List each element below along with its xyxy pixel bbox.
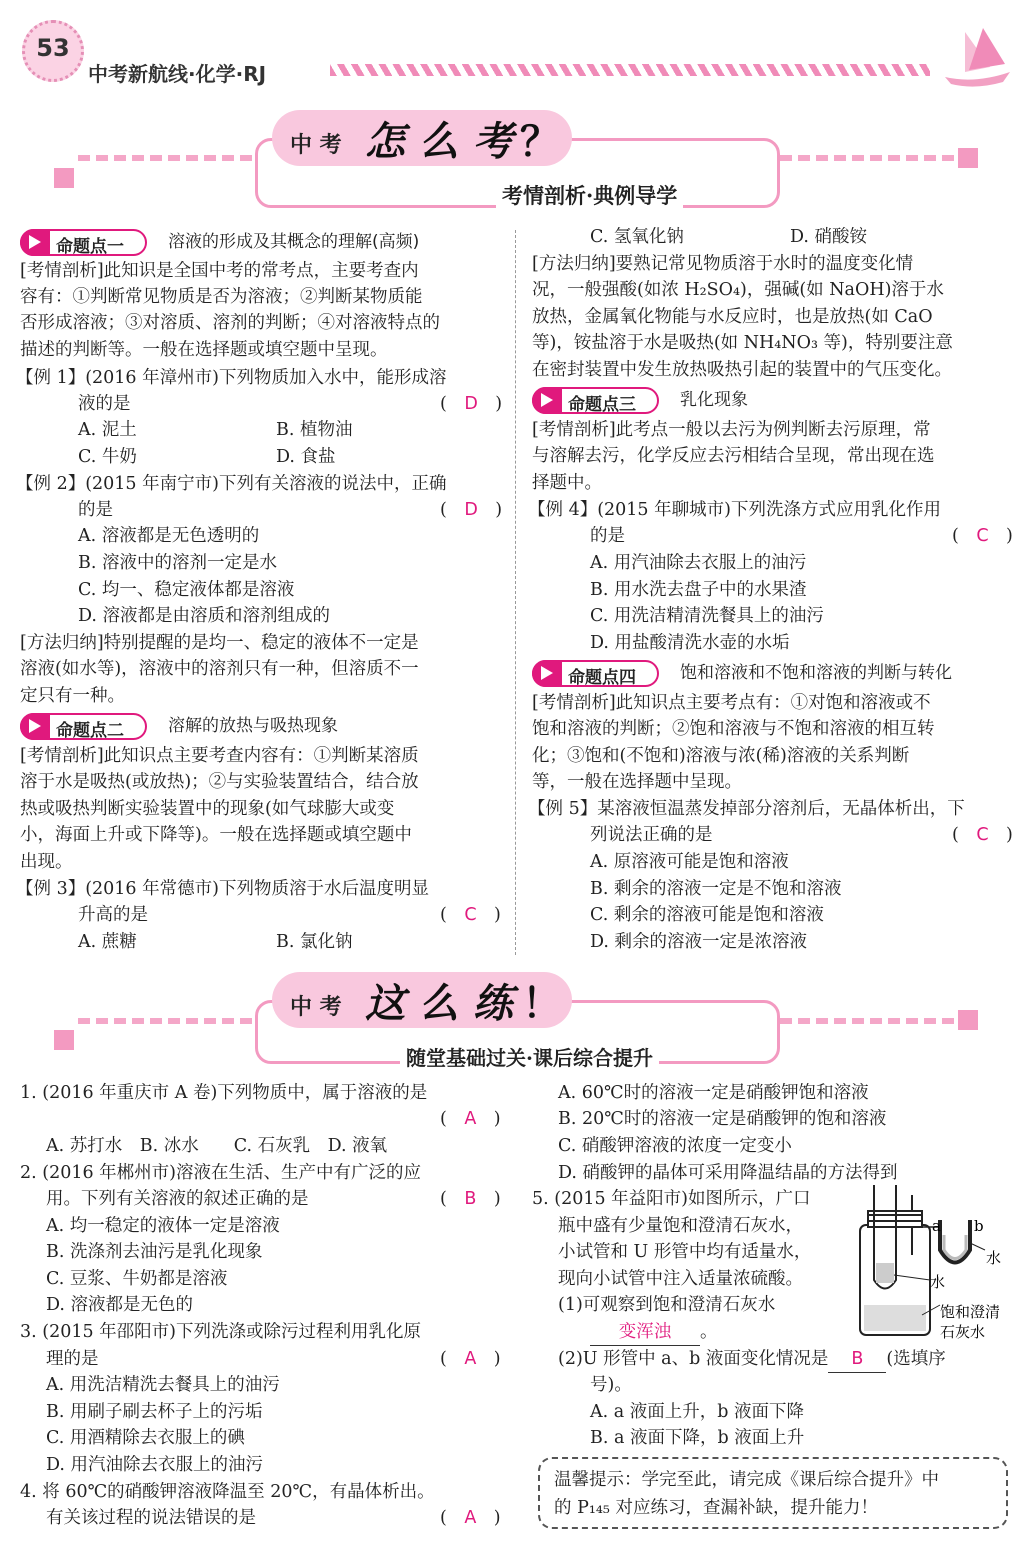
q5-sub1-end: 。 xyxy=(700,1322,718,1342)
ex5-stem: 【例 5】某溶液恒温蒸发掉部分溶剂后，无晶体析出，下 xyxy=(528,799,965,819)
ex5-option-c: C. 剩余的溶液可能是饱和溶液 xyxy=(590,905,824,925)
ff2-line: 况，一般强酸(如浓 H₂SO₄)，强碱(如 NaOH)溶于水 xyxy=(532,280,944,300)
banner1-title-small: 中 考 xyxy=(290,133,342,158)
point-1-title xyxy=(168,229,419,255)
ex5-option-a: A. 原溶液可能是饱和溶液 xyxy=(590,852,789,872)
kq1-line: 描述的判断等。一般在选择题或填空题中呈现。 xyxy=(20,340,388,360)
kq4-line: 饱和溶液的判断；②饱和溶液与不饱和溶液的相互转 xyxy=(532,719,935,739)
kq2-line: [考情剖析]此知识点主要考查内容有：①判断某溶质 xyxy=(20,746,419,766)
q4-stem: 4. 将 60℃的硝酸钾溶液降温至 20℃，有晶体析出。 xyxy=(20,1482,435,1502)
q3-option-d: D. 用汽油除去衣服上的油污 xyxy=(46,1455,264,1475)
fig-lime-1: 饱和澄清 xyxy=(940,1303,1001,1321)
ex2-option-d: D. 溶液都是由溶质和溶剂组成的 xyxy=(78,606,331,626)
column-divider xyxy=(515,230,516,955)
ex1-stem2: 液的是 xyxy=(78,394,131,414)
kq3-line: 与溶解去污，化学反应去污相结合呈现，常出现在选 xyxy=(532,446,935,466)
ex2-answer: ( D ) xyxy=(440,500,503,520)
ff1-line: 定只有一种。 xyxy=(20,686,125,706)
q5-sub2-text: (2)U 形管中 a、b 液面变化情况是 xyxy=(558,1349,829,1369)
banner1-square-right xyxy=(958,148,978,168)
q4-option-d: D. 硝酸钾的晶体可采用降温结晶的方法得到 xyxy=(558,1163,898,1183)
ex2-option-c: C. 均一、稳定液体都是溶液 xyxy=(78,580,295,600)
ex2-stem2: 的是 xyxy=(78,500,113,520)
ex1-answer: ( D ) xyxy=(440,394,503,414)
banner1-line-left xyxy=(78,155,258,161)
q2-stem: 2. (2016 年郴州市)溶液在生活、生产中有广泛的应 xyxy=(20,1163,422,1183)
q1-options: A. 苏打水 B. 冰水 C. 石灰乳 D. 液氧 xyxy=(46,1136,388,1156)
ex5-answer: ( C ) xyxy=(952,825,1013,845)
banner2-title-big: 这 么 练 xyxy=(365,980,513,1027)
ex5-stem2: 列说法正确的是 xyxy=(590,825,713,845)
q2-option-c: C. 豆浆、牛奶都是溶液 xyxy=(46,1269,228,1289)
q4-option-c: C. 硝酸钾溶液的浓度一定变小 xyxy=(558,1136,792,1156)
q5-sub2-line2: 号)。 xyxy=(590,1375,632,1395)
fig-label-b: b xyxy=(974,1217,984,1235)
ex4-option-a: A. 用汽油除去衣服上的油污 xyxy=(590,553,807,573)
banner1-title-big: 怎 么 考 xyxy=(365,118,513,165)
q4-option-a: A. 60℃时的溶液一定是硝酸钾饱和溶液 xyxy=(558,1083,869,1103)
q2-stem2: 用。下列有关溶液的叙述正确的是 xyxy=(46,1189,309,1209)
banner2-title-small: 中 考 xyxy=(290,995,342,1020)
q2-option-a: A. 均一稳定的液体一定是溶液 xyxy=(46,1216,280,1236)
point-1-title-text: 溶液的形成及其概念的理解 xyxy=(168,232,372,252)
banner2-square-right xyxy=(958,1010,978,1030)
q3-option-a: A. 用洗洁精洗去餐具上的油污 xyxy=(46,1375,280,1395)
fig-label-a: a xyxy=(932,1217,941,1235)
ex3-answer-value: C xyxy=(464,905,477,925)
ex1-option-a: A. 泥土 xyxy=(78,420,137,440)
q4-option-b: B. 20℃时的溶液一定是硝酸钾的饱和溶液 xyxy=(558,1109,887,1129)
ex5-option-d: D. 剩余的溶液一定是浓溶液 xyxy=(590,932,808,952)
ex1-option-c: C. 牛奶 xyxy=(78,447,137,467)
point-4-title: 饱和溶液和不饱和溶液的判断与转化 xyxy=(680,663,952,683)
fig-water-tube: 水 xyxy=(930,1273,946,1291)
ex3-option-d: D. 硝酸铵 xyxy=(790,227,868,247)
ex4-answer: ( C ) xyxy=(952,526,1013,546)
banner2-square-left xyxy=(54,1030,74,1050)
kq1-line: 否形成溶液；③对溶质、溶剂的判断；④对溶液特点的 xyxy=(20,313,440,333)
q3-option-c: C. 用酒精除去衣服上的碘 xyxy=(46,1428,245,1448)
ff2-line: 在密封装置中发生放热吸热引起的装置中的气压变化。 xyxy=(532,360,952,380)
q2-option-d: D. 溶液都是无色的 xyxy=(46,1295,194,1315)
q5-option-a: A. a 液面上升，b 液面下降 xyxy=(590,1402,805,1422)
ex2-option-b: B. 溶液中的溶剂一定是水 xyxy=(78,553,277,573)
q2-answer-value: B xyxy=(464,1189,477,1209)
kq1-line: 容有：①判断常见物质是否为溶液；②判断某物质能 xyxy=(20,287,423,307)
tip-line-2: 的 P₁₄₅ 对应练习，查漏补缺，提升能力！ xyxy=(554,1498,878,1518)
q4-stem2: 有关该过程的说法错误的是 xyxy=(46,1508,256,1528)
kq1-line: [考情剖析]此知识是全国中考的常考点，主要考查内 xyxy=(20,261,419,281)
kq4-line: 化；③饱和(不饱和)溶液与浓(稀)溶液的关系判断 xyxy=(532,746,910,766)
series-title: 中考新航线·化学·RJ xyxy=(88,62,267,86)
q1-stem: 1. (2016 年重庆市 A 卷)下列物质中，属于溶液的是 xyxy=(20,1083,428,1103)
kq4-line: [考情剖析]此知识点主要考点有：①对饱和溶液或不 xyxy=(532,693,931,713)
q5-sub1: (1)可观察到饱和澄清石灰水 xyxy=(558,1295,776,1315)
q2-option-b: B. 洗涤剂去油污是乳化现象 xyxy=(46,1242,263,1262)
ex4-stem: 【例 4】(2015 年聊城市)下列洗涤方式应用乳化作用 xyxy=(528,500,941,520)
q3-answer-value: A xyxy=(464,1349,477,1369)
ff2-line: 等)，铵盐溶于水是吸热(如 NH₄NO₃ 等)，特别要注意 xyxy=(532,333,953,353)
page-number: 53 xyxy=(36,34,70,62)
q2-answer: ( B ) xyxy=(440,1189,501,1209)
kq3-line: 择题中。 xyxy=(532,473,602,493)
q4-answer: ( A ) xyxy=(440,1508,501,1528)
kq3-line: [考情剖析]此考点一般以去污为例判断去污原理，常 xyxy=(532,420,931,440)
tag-point-4: 命题点四 xyxy=(532,660,659,687)
q3-stem2: 理的是 xyxy=(46,1349,99,1369)
q5-line: 小试管和 U 形管中均有适量水， xyxy=(558,1242,812,1262)
ex3-stem2: 升高的是 xyxy=(78,905,148,925)
q5-sub1-answer xyxy=(590,1319,718,1345)
q3-stem: 3. (2015 年邵阳市)下列洗涤或除污过程利用乳化原 xyxy=(20,1322,422,1342)
tag-point-2: 命题点二 xyxy=(20,713,147,740)
ff1-line: 溶液(如水等)，溶液中的溶剂只有一种，但溶质不一 xyxy=(20,659,419,679)
q1-answer: ( A ) xyxy=(440,1109,501,1129)
q5-line: 现向小试管中注入适量浓硫酸。 xyxy=(558,1269,803,1289)
ex4-option-b: B. 用水洗去盘子中的水果渣 xyxy=(590,580,807,600)
q5-line: 5. (2015 年益阳市)如图所示，广口 xyxy=(532,1189,811,1209)
ex5-option-b: B. 剩余的溶液一定是不饱和溶液 xyxy=(590,879,842,899)
ex1-option-b: B. 植物油 xyxy=(276,420,353,440)
ex4-option-d: D. 用盐酸清洗水壶的水垢 xyxy=(590,633,790,653)
ex5-answer-value: C xyxy=(976,825,989,845)
tag-point-3: 命题点三 xyxy=(532,387,659,414)
point-1-note: (高频) xyxy=(372,232,420,252)
q1-answer-value: A xyxy=(464,1109,477,1129)
sailboat-icon xyxy=(935,22,1015,92)
ff2-line: [方法归纳]要熟记常见物质溶于水时的温度变化情 xyxy=(532,254,914,274)
ex3-stem: 【例 3】(2016 年常德市)下列物质溶于水后温度明显 xyxy=(16,879,429,899)
kq2-line: 热或吸热判断实验装置中的现象(如气球膨大或变 xyxy=(20,799,395,819)
q5-line: 瓶中盛有少量饱和澄清石灰水， xyxy=(558,1216,803,1236)
q3-option-b: B. 用刷子刷去杯子上的污垢 xyxy=(46,1402,263,1422)
tag-point-1: 命题点一 xyxy=(20,229,147,256)
ex2-option-a: A. 溶液都是无色透明的 xyxy=(78,526,260,546)
apparatus-diagram xyxy=(850,1185,1020,1345)
ex1-option-d: D. 食盐 xyxy=(276,447,336,467)
fig-lime-2: 石灰水 xyxy=(940,1323,986,1341)
ex4-option-c: C. 用洗洁精清洗餐具上的油污 xyxy=(590,606,824,626)
banner2-line-right xyxy=(780,1018,955,1024)
ff1-line: [方法归纳]特别提醒的是均一、稳定的液体不一定是 xyxy=(20,633,419,653)
ff2-line: 放热，金属氧化物能与水反应时，也是放热(如 CaO xyxy=(532,307,933,327)
banner1-title-mark: ？ xyxy=(520,118,560,165)
banner2-subtitle: 随堂基础过关·课后综合提升 xyxy=(400,1042,659,1071)
q5-sub2-answer-value: B xyxy=(828,1346,886,1373)
ex1-stem: 【例 1】(2016 年漳州市)下列物质加入水中，能形成溶 xyxy=(16,368,447,388)
q5-sub2-end: (选填序 xyxy=(886,1349,946,1369)
ex4-answer-value: C xyxy=(976,526,989,546)
q5-sub2 xyxy=(558,1346,946,1372)
banner2-line-left xyxy=(78,1018,258,1024)
ex2-answer-value: D xyxy=(464,500,478,520)
ex1-answer-value: D xyxy=(464,394,478,414)
banner2-title-mark: ！ xyxy=(522,980,562,1027)
q5-option-b: B. a 液面下降，b 液面上升 xyxy=(590,1428,805,1448)
ex2-stem: 【例 2】(2015 年南宁市)下列有关溶液的说法中，正确 xyxy=(16,474,447,494)
q5-sub1-answer-value: 变浑浊 xyxy=(590,1319,700,1346)
ex3-option-a: A. 蔗糖 xyxy=(78,932,137,952)
kq2-line: 出现。 xyxy=(20,852,73,872)
banner1-line-right xyxy=(780,155,955,161)
tip-line-1: 温馨提示：学完至此，请完成《课后综合提升》中 xyxy=(554,1470,939,1490)
kq4-line: 等，一般在选择题中呈现。 xyxy=(532,772,742,792)
banner1-subtitle: 考情剖析·典例导学 xyxy=(496,180,683,210)
ex3-answer: ( C ) xyxy=(440,905,501,925)
q4-answer-value: A xyxy=(464,1508,477,1528)
fig-water-u: 水 xyxy=(986,1249,1002,1267)
header-stripe xyxy=(330,64,930,76)
ex3-option-b: B. 氯化钠 xyxy=(276,932,353,952)
kq2-line: 小，海面上升或下降等)。一般在选择题或填空题中 xyxy=(20,825,412,845)
banner1-square-left xyxy=(54,168,74,188)
point-3-title: 乳化现象 xyxy=(680,390,748,410)
q3-answer: ( A ) xyxy=(440,1349,501,1369)
ex4-stem2: 的是 xyxy=(590,526,625,546)
kq2-line: 溶于水是吸热(或放热)；②与实验装置结合，结合放 xyxy=(20,772,419,792)
ex3-option-c: C. 氢氧化钠 xyxy=(590,227,684,247)
point-2-title: 溶解的放热与吸热现象 xyxy=(168,716,338,736)
